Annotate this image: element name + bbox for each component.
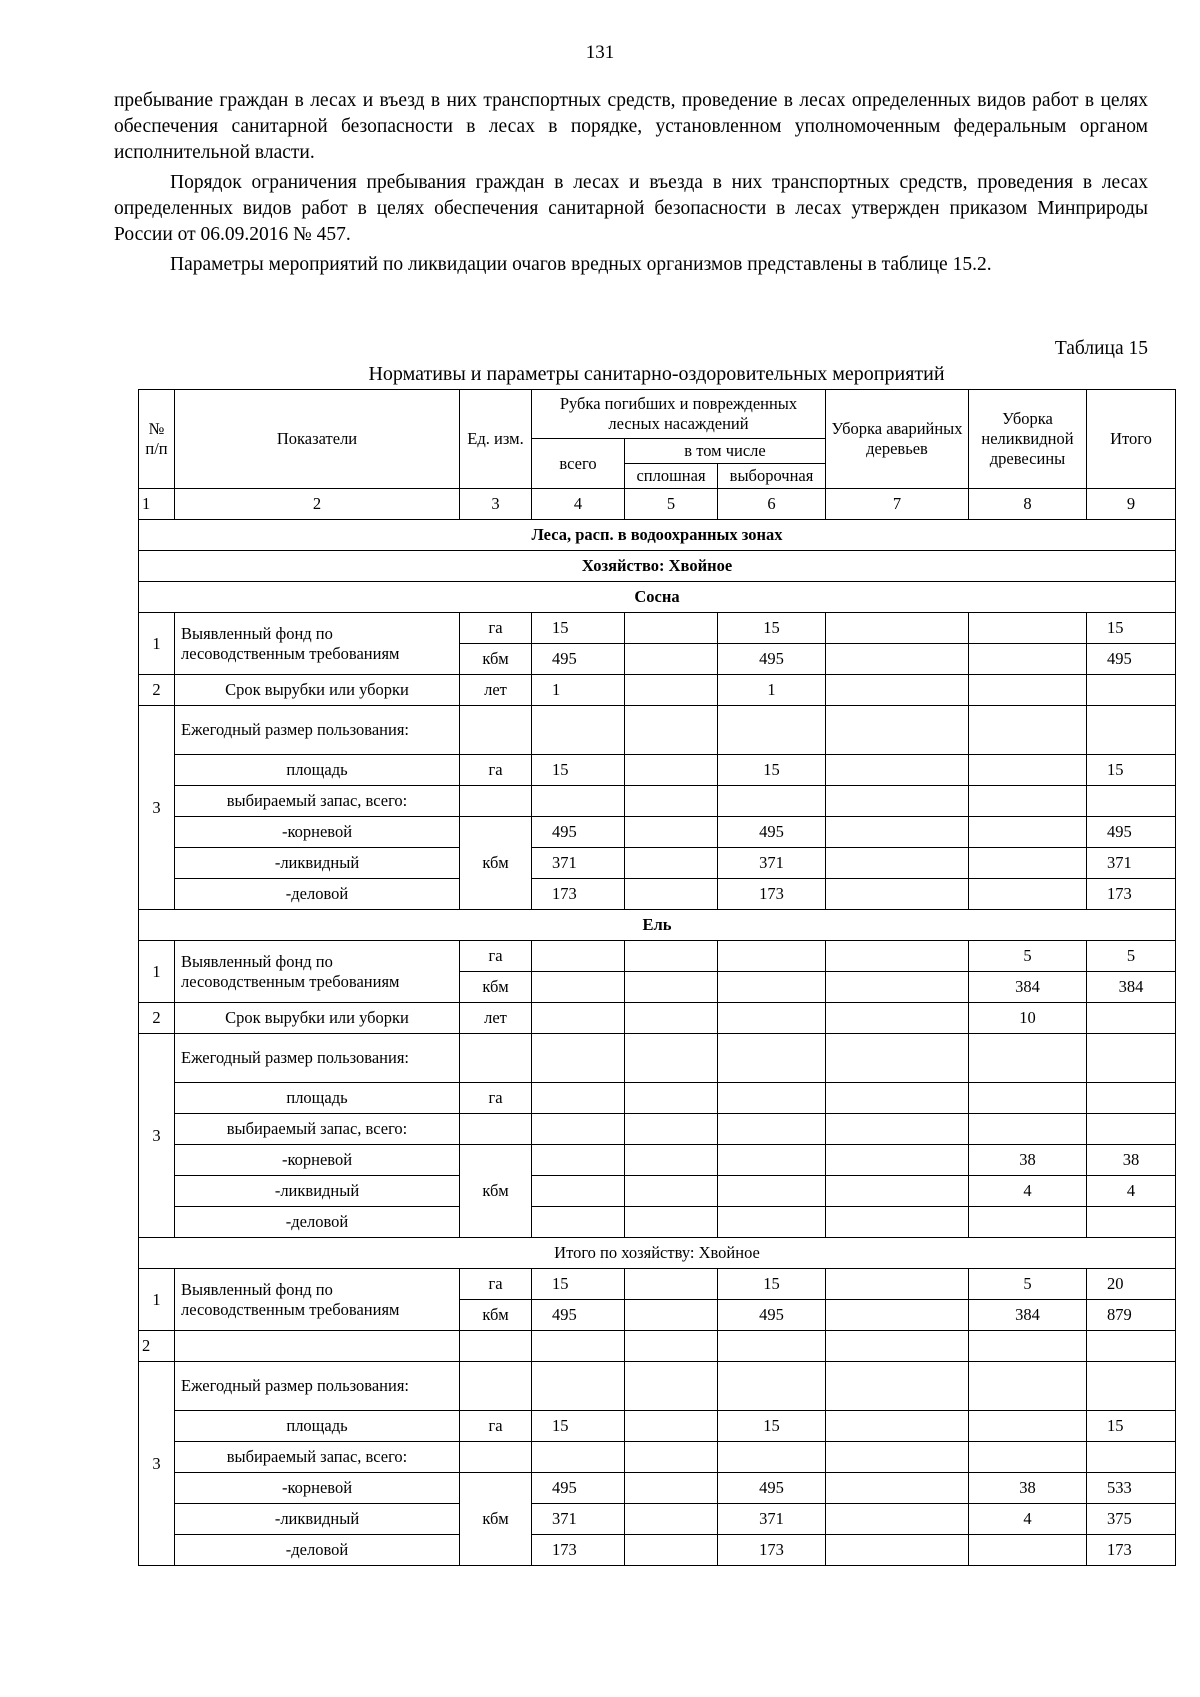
empty-cell [532, 1362, 625, 1411]
empty-cell [532, 1034, 625, 1083]
value-cell: 371 [718, 1504, 826, 1535]
value-cell [625, 1003, 718, 1034]
table-title: Нормативы и параметры санитарно-оздоровительных мероприятий [368, 363, 945, 385]
table-row [139, 1034, 1176, 1083]
value-cell [625, 972, 718, 1003]
empty-cell [625, 1331, 718, 1362]
value-cell: 15 [718, 1411, 826, 1442]
value-cell: 38 [969, 1473, 1087, 1504]
row-number: 2 [139, 1331, 175, 1362]
empty-cell [826, 1362, 969, 1411]
empty-cell [460, 1114, 532, 1145]
value-cell [969, 848, 1087, 879]
label-area: площадь [175, 1083, 460, 1114]
value-cell [532, 1176, 625, 1207]
row-number: 1 [139, 941, 175, 1003]
label-business: -деловой [175, 1535, 460, 1566]
table-row [139, 848, 1176, 879]
value-cell [826, 1473, 969, 1504]
empty-cell [532, 1442, 625, 1473]
empty-cell [969, 706, 1087, 755]
empty-cell [1087, 1034, 1176, 1083]
paragraph-2: Порядок ограничения пребывания граждан в лесах и въезда в них транспортных средств, проведения в лесах определенных видов работ в целях обеспечения санитарной безопасности в лесах утвержден приказом Минприроды России от 06.09.2016 № 457. [114, 172, 1148, 245]
value-cell [826, 675, 969, 706]
section-pine: Сосна [139, 582, 1176, 613]
unit-cell: га [460, 941, 532, 972]
table-row [139, 1504, 1176, 1535]
table-row [139, 1083, 1176, 1114]
table-row [139, 706, 1176, 755]
empty-cell [718, 1362, 826, 1411]
label-business: -деловой [175, 1207, 460, 1238]
value-cell [625, 1504, 718, 1535]
value-cell: 20 [1087, 1269, 1176, 1300]
value-cell [625, 613, 718, 644]
empty-cell [625, 706, 718, 755]
label-area: площадь [175, 1411, 460, 1442]
value-cell: 495 [1087, 817, 1176, 848]
paragraph-1: пребывание граждан в лесах и въезд в них транспортных средств, проведение в лесах определенных видов работ в целях обеспечения санитарной безопасности в лесах в порядке, установленном уполномоченным федеральным органом исполнительной власти. [114, 90, 1148, 163]
value-cell: 1 [718, 675, 826, 706]
empty-cell [1087, 1114, 1176, 1145]
table-row [139, 786, 1176, 817]
table-row [139, 941, 1176, 972]
table-row [139, 551, 1176, 582]
value-cell [532, 972, 625, 1003]
value-cell: 173 [1087, 879, 1176, 910]
table-row [139, 817, 1176, 848]
table-row [139, 582, 1176, 613]
label-root: -корневой [175, 817, 460, 848]
table-row [139, 755, 1176, 786]
value-cell [532, 941, 625, 972]
value-cell [826, 1176, 969, 1207]
empty-cell [625, 1114, 718, 1145]
value-cell: 5 [969, 941, 1087, 972]
value-cell [532, 1083, 625, 1114]
value-cell [826, 879, 969, 910]
table-label: Таблица 15 [1054, 338, 1148, 359]
value-cell: 173 [532, 1535, 625, 1566]
value-cell: 495 [718, 817, 826, 848]
table-row [139, 1207, 1176, 1238]
value-cell: 173 [718, 879, 826, 910]
row-number: 1 [139, 1269, 175, 1331]
value-cell [625, 1207, 718, 1238]
label-liquid: -ликвидный [175, 1176, 460, 1207]
unit-cell: га [460, 1269, 532, 1300]
section-total: Итого по хозяйству: Хвойное [139, 1238, 1176, 1269]
value-cell [625, 1300, 718, 1331]
value-cell [826, 1535, 969, 1566]
value-cell [625, 1145, 718, 1176]
empty-cell [826, 786, 969, 817]
paragraph-3: Параметры мероприятий по ликвидации очагов вредных организмов представлены в таблице 15.2. [170, 254, 992, 275]
empty-cell [460, 1362, 532, 1411]
unit-cell: кбм [460, 1145, 532, 1238]
value-cell [718, 1083, 826, 1114]
value-cell [969, 675, 1087, 706]
value-cell [969, 1083, 1087, 1114]
value-cell [718, 1145, 826, 1176]
empty-cell [532, 1331, 625, 1362]
value-cell [1087, 1207, 1176, 1238]
label-term: Срок вырубки или уборки [175, 675, 460, 706]
empty-cell [969, 1362, 1087, 1411]
empty-cell [826, 1331, 969, 1362]
label-stock: выбираемый запас, всего: [175, 1442, 460, 1473]
value-cell [826, 1003, 969, 1034]
value-cell [625, 1535, 718, 1566]
unit-cell: га [460, 1411, 532, 1442]
value-cell: 4 [969, 1176, 1087, 1207]
value-cell [625, 1083, 718, 1114]
header-cutting: Рубка погибших и поврежденных лесных насаждений [532, 390, 826, 439]
label-area: площадь [175, 755, 460, 786]
value-cell [625, 644, 718, 675]
label-fund: Выявленный фонд по лесоводственным требованиям [175, 1269, 460, 1331]
section-farm: Хозяйство: Хвойное [139, 551, 1176, 582]
value-cell: 38 [1087, 1145, 1176, 1176]
empty-cell [460, 706, 532, 755]
value-cell: 173 [1087, 1535, 1176, 1566]
value-cell: 495 [532, 644, 625, 675]
empty-cell [1087, 1331, 1176, 1362]
value-cell: 5 [1087, 941, 1176, 972]
value-cell: 15 [718, 1269, 826, 1300]
table-row [139, 520, 1176, 551]
column-number: 6 [718, 489, 826, 520]
header-including: в том числе [625, 439, 826, 464]
table-row [139, 1176, 1176, 1207]
value-cell: 1 [532, 675, 625, 706]
value-cell [969, 613, 1087, 644]
table-row [139, 1362, 1176, 1411]
value-cell [625, 817, 718, 848]
value-cell: 15 [1087, 1411, 1176, 1442]
unit-cell: га [460, 755, 532, 786]
unit-cell: лет [460, 1003, 532, 1034]
value-cell [826, 972, 969, 1003]
header-total-col: всего [532, 439, 625, 489]
value-cell: 375 [1087, 1504, 1176, 1535]
header-unit: Ед. изм. [460, 390, 532, 489]
value-cell [826, 1145, 969, 1176]
value-cell [826, 941, 969, 972]
value-cell [718, 1207, 826, 1238]
label-fund: Выявленный фонд по лесоводственным требованиям [175, 613, 460, 675]
empty-cell [1087, 706, 1176, 755]
empty-cell [175, 1331, 460, 1362]
value-cell [625, 1269, 718, 1300]
row-number: 2 [139, 1003, 175, 1034]
label-fund: Выявленный фонд по лесоводственным требованиям [175, 941, 460, 1003]
value-cell [826, 848, 969, 879]
unit-cell: га [460, 613, 532, 644]
empty-cell [1087, 1442, 1176, 1473]
value-cell [826, 644, 969, 675]
unit-cell: кбм [460, 817, 532, 910]
value-cell: 384 [969, 1300, 1087, 1331]
value-cell [826, 1207, 969, 1238]
value-cell [826, 755, 969, 786]
value-cell [826, 1083, 969, 1114]
table-row [139, 1269, 1176, 1300]
empty-cell [625, 1034, 718, 1083]
empty-cell [718, 1034, 826, 1083]
value-cell: 495 [718, 644, 826, 675]
table-row [139, 1442, 1176, 1473]
value-cell: 371 [718, 848, 826, 879]
value-cell: 384 [1087, 972, 1176, 1003]
value-cell: 533 [1087, 1473, 1176, 1504]
value-cell [1087, 1003, 1176, 1034]
value-cell: 5 [969, 1269, 1087, 1300]
empty-cell [532, 1114, 625, 1145]
row-number: 3 [139, 1034, 175, 1238]
unit-cell: кбм [460, 1473, 532, 1566]
empty-cell [969, 1114, 1087, 1145]
page-number: 131 [585, 42, 615, 63]
empty-cell [718, 786, 826, 817]
header-itogo: Итого [1087, 390, 1176, 489]
label-stock: выбираемый запас, всего: [175, 786, 460, 817]
value-cell: 15 [532, 1411, 625, 1442]
value-cell: 15 [532, 1269, 625, 1300]
empty-cell [460, 1442, 532, 1473]
value-cell [532, 1145, 625, 1176]
table-row [139, 1331, 1176, 1362]
value-cell: 495 [532, 1473, 625, 1504]
value-cell [969, 879, 1087, 910]
row-number: 3 [139, 706, 175, 910]
value-cell [969, 1535, 1087, 1566]
value-cell: 15 [718, 613, 826, 644]
empty-cell [969, 1442, 1087, 1473]
unit-cell: лет [460, 675, 532, 706]
value-cell: 15 [1087, 755, 1176, 786]
empty-cell [460, 1034, 532, 1083]
table-row [139, 675, 1176, 706]
header-emergency: Уборка аварийных деревьев [826, 390, 969, 489]
empty-cell [532, 786, 625, 817]
column-number: 5 [625, 489, 718, 520]
row-number: 1 [139, 613, 175, 675]
table-row [139, 1473, 1176, 1504]
empty-cell [1087, 786, 1176, 817]
column-number: 7 [826, 489, 969, 520]
value-cell: 15 [532, 755, 625, 786]
value-cell [718, 941, 826, 972]
column-number: 2 [175, 489, 460, 520]
label-term: Срок вырубки или уборки [175, 1003, 460, 1034]
value-cell: 495 [1087, 644, 1176, 675]
empty-cell [969, 1034, 1087, 1083]
header-clear: сплошная [625, 464, 718, 489]
header-selective: выборочная [718, 464, 826, 489]
sanitary-measures-table [138, 389, 1176, 1566]
value-cell: 371 [1087, 848, 1176, 879]
table-row [139, 489, 1176, 520]
empty-cell [718, 1331, 826, 1362]
value-cell: 15 [718, 755, 826, 786]
row-number: 2 [139, 675, 175, 706]
value-cell: 4 [1087, 1176, 1176, 1207]
label-liquid: -ликвидный [175, 848, 460, 879]
empty-cell [625, 1362, 718, 1411]
row-number: 3 [139, 1362, 175, 1566]
value-cell: 10 [969, 1003, 1087, 1034]
value-cell [969, 755, 1087, 786]
value-cell [969, 817, 1087, 848]
empty-cell [718, 1114, 826, 1145]
value-cell [625, 755, 718, 786]
value-cell [625, 675, 718, 706]
table-row [139, 879, 1176, 910]
column-number: 8 [969, 489, 1087, 520]
table-row [139, 1003, 1176, 1034]
empty-cell [460, 1331, 532, 1362]
label-liquid: -ликвидный [175, 1504, 460, 1535]
column-number: 3 [460, 489, 532, 520]
value-cell [826, 1300, 969, 1331]
value-cell [969, 1207, 1087, 1238]
header-illiquid: Уборка неликвидной древесины [969, 390, 1087, 489]
value-cell [625, 941, 718, 972]
value-cell: 879 [1087, 1300, 1176, 1331]
empty-cell [826, 1114, 969, 1145]
empty-cell [625, 1442, 718, 1473]
empty-cell [969, 786, 1087, 817]
value-cell [1087, 675, 1176, 706]
value-cell [532, 1003, 625, 1034]
value-cell [826, 1411, 969, 1442]
empty-cell [826, 1442, 969, 1473]
table-row [139, 1535, 1176, 1566]
value-cell [826, 1504, 969, 1535]
value-cell [826, 1269, 969, 1300]
header-num: № п/п [139, 390, 175, 489]
label-annual: Ежегодный размер пользования: [175, 706, 460, 755]
value-cell [532, 1207, 625, 1238]
value-cell: 495 [718, 1300, 826, 1331]
section-zone: Леса, расп. в водоохранных зонах [139, 520, 1176, 551]
empty-cell [969, 1331, 1087, 1362]
table-row [139, 1114, 1176, 1145]
value-cell: 495 [532, 1300, 625, 1331]
unit-cell: кбм [460, 1300, 532, 1331]
value-cell: 15 [1087, 613, 1176, 644]
value-cell: 384 [969, 972, 1087, 1003]
value-cell: 371 [532, 848, 625, 879]
label-annual: Ежегодный размер пользования: [175, 1034, 460, 1083]
value-cell: 371 [532, 1504, 625, 1535]
column-number: 9 [1087, 489, 1176, 520]
value-cell [969, 644, 1087, 675]
value-cell [625, 879, 718, 910]
value-cell [826, 613, 969, 644]
value-cell [718, 1003, 826, 1034]
label-annual: Ежегодный размер пользования: [175, 1362, 460, 1411]
empty-cell [826, 706, 969, 755]
empty-cell [532, 706, 625, 755]
empty-cell [1087, 1362, 1176, 1411]
table-row [139, 1238, 1176, 1269]
value-cell: 173 [532, 879, 625, 910]
empty-cell [826, 1034, 969, 1083]
label-stock: выбираемый запас, всего: [175, 1114, 460, 1145]
column-number: 1 [139, 489, 175, 520]
column-number: 4 [532, 489, 625, 520]
value-cell [625, 1411, 718, 1442]
empty-cell [718, 1442, 826, 1473]
label-root: -корневой [175, 1473, 460, 1504]
value-cell: 495 [532, 817, 625, 848]
table-row [139, 1411, 1176, 1442]
value-cell [718, 1176, 826, 1207]
table-row [139, 1145, 1176, 1176]
unit-cell: кбм [460, 972, 532, 1003]
value-cell [826, 817, 969, 848]
value-cell: 4 [969, 1504, 1087, 1535]
header-indicators: Показатели [175, 390, 460, 489]
label-root: -корневой [175, 1145, 460, 1176]
empty-cell [718, 706, 826, 755]
unit-cell: кбм [460, 644, 532, 675]
unit-cell: га [460, 1083, 532, 1114]
value-cell: 38 [969, 1145, 1087, 1176]
value-cell: 15 [532, 613, 625, 644]
empty-cell [460, 786, 532, 817]
label-business: -деловой [175, 879, 460, 910]
value-cell [625, 1473, 718, 1504]
table-row [139, 910, 1176, 941]
empty-cell [625, 786, 718, 817]
section-spruce: Ель [139, 910, 1176, 941]
value-cell [1087, 1083, 1176, 1114]
table-row [139, 613, 1176, 644]
value-cell: 173 [718, 1535, 826, 1566]
value-cell [625, 1176, 718, 1207]
value-cell [718, 972, 826, 1003]
value-cell: 495 [718, 1473, 826, 1504]
value-cell [625, 848, 718, 879]
value-cell [969, 1411, 1087, 1442]
